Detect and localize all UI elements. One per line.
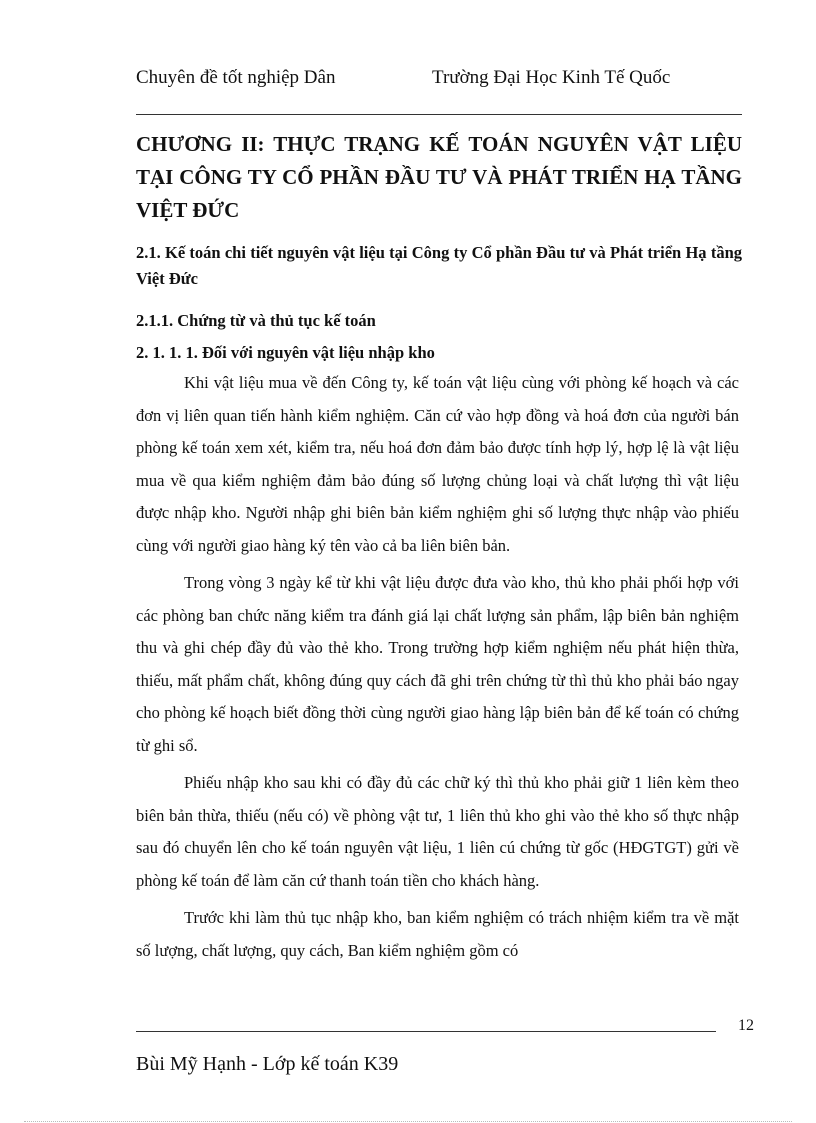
paragraph: Khi vật liệu mua về đến Công ty, kế toán vật liệu cùng với phòng kế hoạch và các đơn vị liên quan tiến hành kiểm nghiệm. Căn cứ vào hợp đồng và hoá đơn của người bán phòng kế toán xem xét, kiểm tra, nếu hoá đơn đảm bảo được tính hợp lý, hợp lệ là vật liệu mua về qua kiểm nghiệm đảm bảo đúng số lượng chủng loại và chất lượng thì vật liệu được nhập kho. Người nhập ghi biên bản kiểm nghiệm ghi số lượng thực nhập vào phiếu cùng với người giao hàng ký tên vào cả ba liên biên bản.: [136, 373, 739, 555]
section-heading-2-1-1-1: 2. 1. 1. 1. Đối với nguyên vật liệu nhập kho: [136, 343, 435, 362]
header-rule: [136, 114, 742, 115]
page-number: 12: [738, 1017, 754, 1034]
section-heading-2-1-1: 2.1.1. Chứng từ và thủ tục kế toán: [136, 311, 376, 330]
section-heading-2-1: 2.1. Kế toán chi tiết nguyên vật liệu tại Công ty Cổ phần Đầu tư và Phát triển Hạ tầng Việt Đức: [136, 243, 742, 288]
footer-rule: [136, 1031, 716, 1032]
paragraph: Trong vòng 3 ngày kể từ khi vật liệu được đưa vào kho, thủ kho phải phối hợp với các phòng ban chức năng kiểm tra đánh giá lại chất lượng sản phẩm, lập biên bản nghiệm thu và ghi chép đầy đủ vào thẻ kho. Trong trường hợp kiểm nghiệm nếu phát hiện thừa, thiếu, mất phẩm chất, không đúng quy cách đã ghi trên chứng từ thì thủ kho phải báo ngay cho phòng kế hoạch biết đồng thời cùng người giao hàng lập biên bản để kế toán có chứng từ ghi sổ.: [136, 573, 739, 755]
footer-author: Bùi Mỹ Hạnh - Lớp kế toán K39: [136, 1053, 399, 1075]
paragraph: Phiếu nhập kho sau khi có đầy đủ các chữ ký thì thủ kho phải giữ 1 liên kèm theo biên bản thừa, thiếu (nếu có) về phòng vật tư, 1 liên thủ kho ghi vào thẻ kho số thực nhập sau đó chuyển lên cho kế toán nguyên vật liệu, 1 liên cú chứng từ gốc (HĐGTGT) gửi về phòng kế toán để làm căn cứ thanh toán tiền cho khách hàng.: [136, 773, 739, 890]
body-text: [136, 367, 739, 972]
header-right: Trường Đại Học Kinh Tế Quốc: [432, 67, 671, 88]
chapter-title: CHƯƠNG II: THỰC TRẠNG KẾ TOÁN NGUYÊN VẬT LIỆU TẠI CÔNG TY CỔ PHẦN ĐẦU TƯ VÀ PHÁT TRIỂN HẠ TẦNG VIỆT ĐỨC: [136, 132, 742, 222]
page-edge-divider: [24, 1121, 792, 1122]
header-left: Chuyên đề tốt nghiệp Dân: [136, 67, 336, 88]
paragraph: Trước khi làm thủ tục nhập kho, ban kiểm nghiệm có trách nhiệm kiểm tra về mặt số lượng, chất lượng, quy cách, Ban kiểm nghiệm gồm có: [136, 908, 739, 960]
